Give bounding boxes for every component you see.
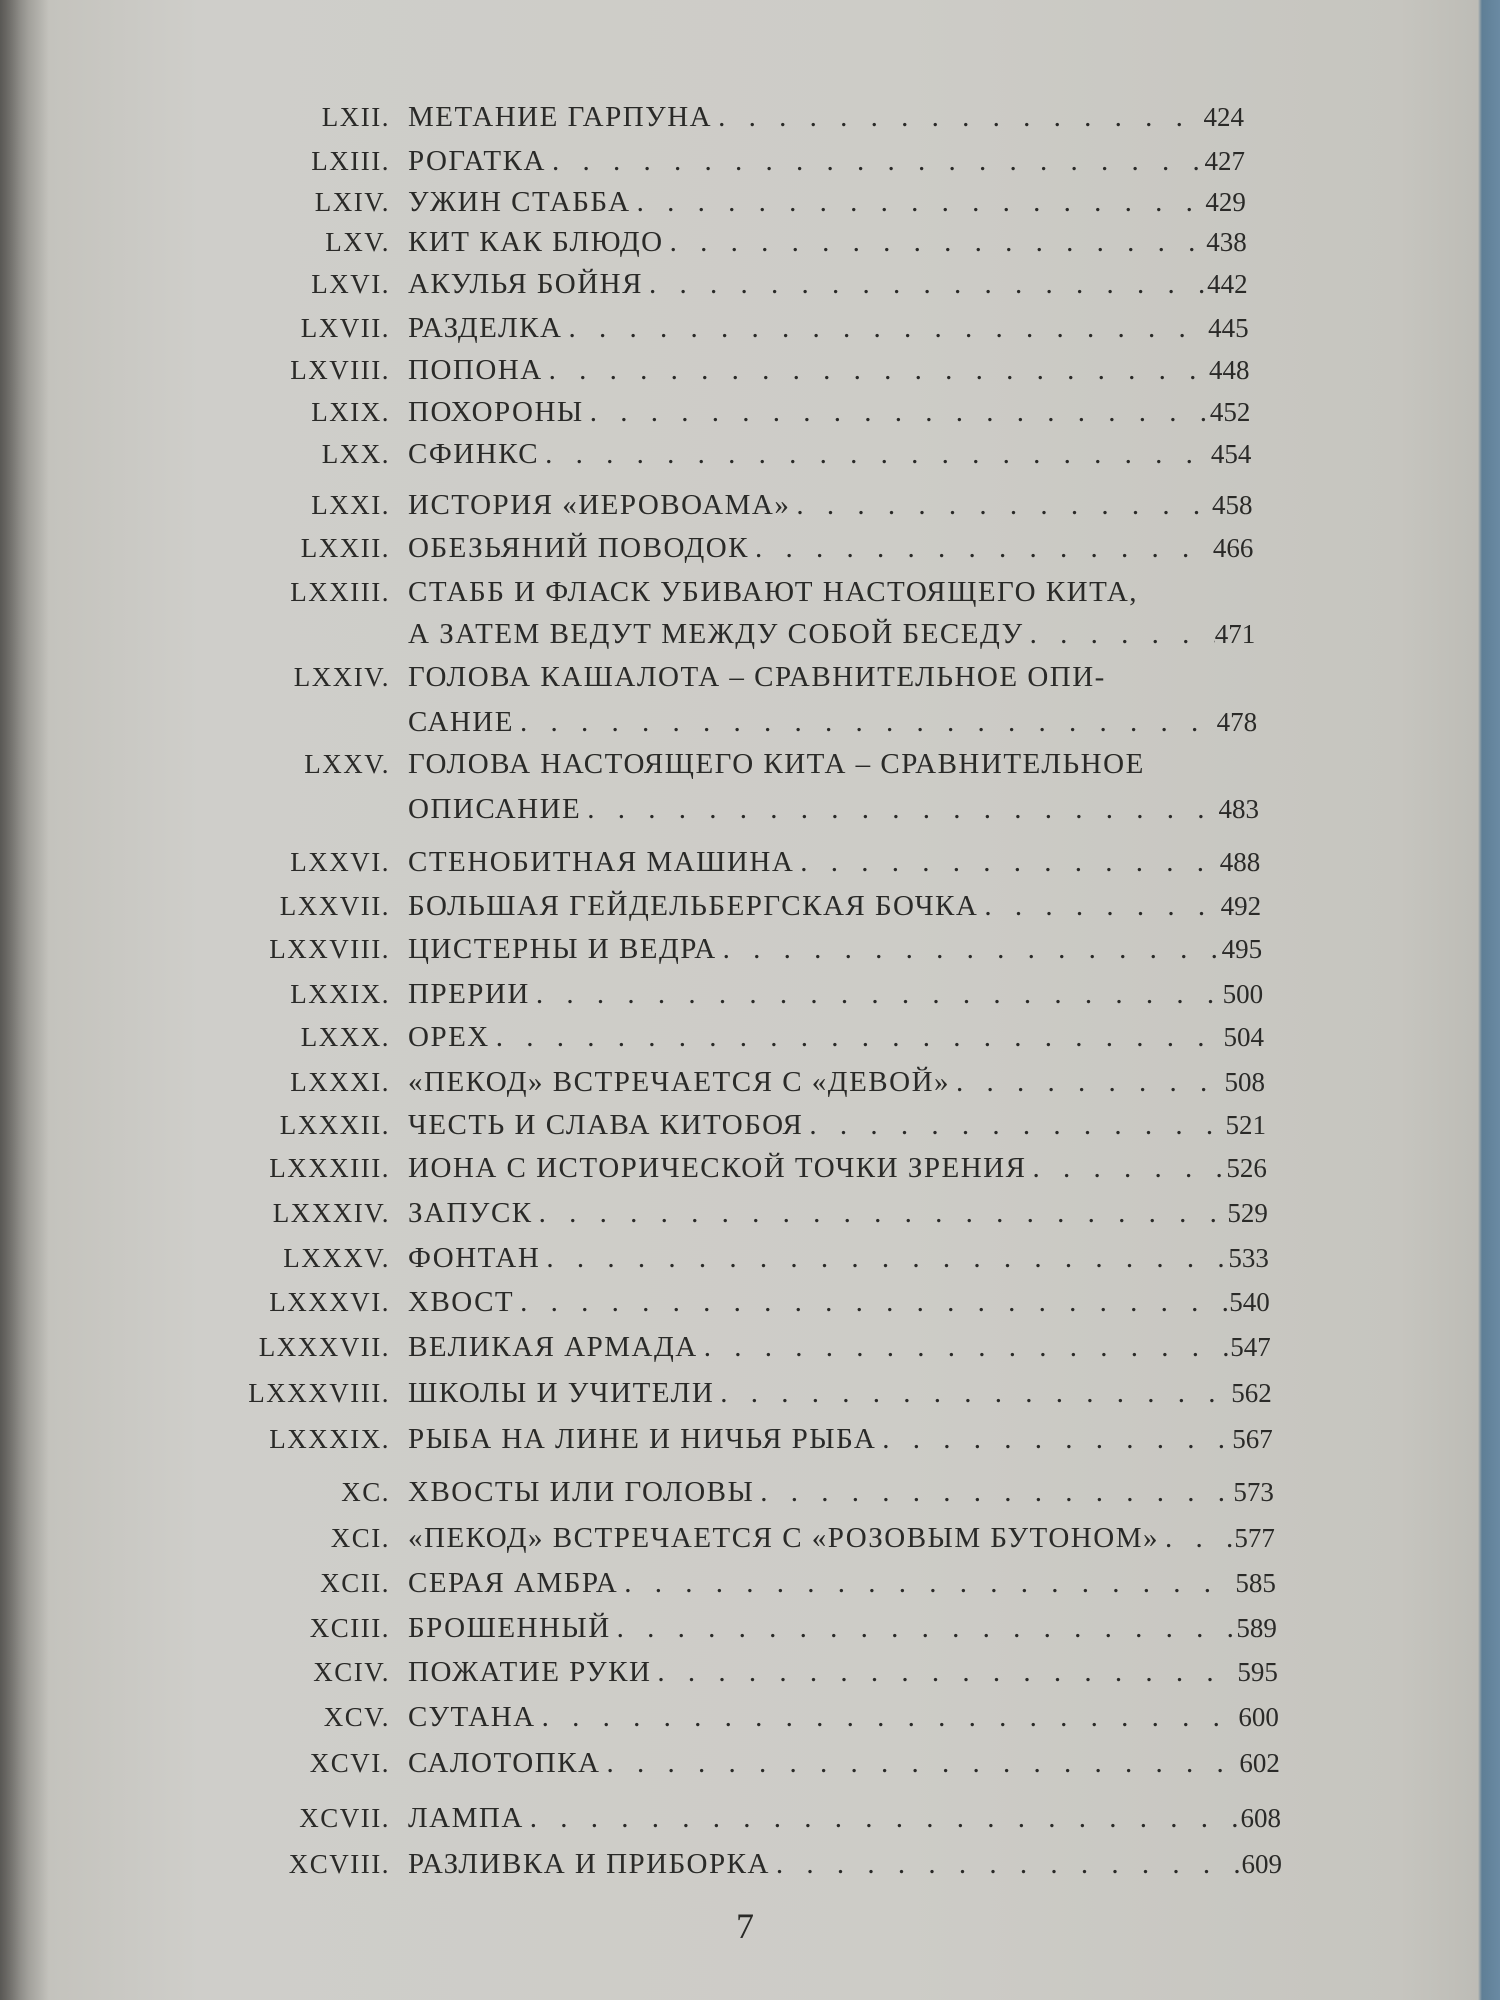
chapter-number: LXII.	[321, 102, 390, 133]
dot-leader	[584, 392, 1210, 432]
toc-entry	[0, 1563, 1500, 1603]
chapter-title: ГОЛОВА КАШАЛОТА – СРАВНИТЕЛЬНОЕ ОПИ-	[408, 661, 1106, 694]
page-ref: 427	[1204, 145, 1245, 176]
dot-leader	[651, 1652, 1237, 1692]
dot-leader	[950, 1062, 1224, 1102]
toc-entry	[0, 1518, 1500, 1558]
chapter-title: РАЗДЕЛКА	[408, 311, 563, 344]
chapter-number: XCVI.	[309, 1747, 390, 1778]
page-ref: 442	[1207, 269, 1248, 300]
page-ref: 454	[1210, 439, 1252, 470]
chapter-title: БРОШЕННЫЙ	[408, 1611, 611, 1644]
chapter-number: LXVI.	[311, 269, 390, 300]
dot-leader	[749, 528, 1213, 568]
chapter-number: XC.	[341, 1477, 390, 1508]
toc-entry	[0, 1017, 1500, 1057]
dot-leader	[876, 1419, 1232, 1459]
toc-entry	[0, 1844, 1500, 1884]
toc-entry	[0, 264, 1500, 304]
toc-entry	[0, 974, 1500, 1014]
chapter-title: ИСТОРИЯ «ИЕРОВОАМА»	[408, 489, 791, 522]
page-ref: 602	[1239, 1747, 1280, 1778]
chapter-title: САНИЕ	[408, 705, 514, 738]
chapter-title: ХВОСТ	[408, 1286, 515, 1319]
dot-leader	[794, 842, 1219, 882]
toc-entry	[0, 702, 1500, 742]
chapter-number: LXXVIII.	[269, 933, 390, 964]
page-ref: 478	[1216, 706, 1258, 737]
chapter-title: ОПИСАНИЕ	[408, 792, 582, 825]
chapter-title: ЛАМПА	[408, 1801, 524, 1834]
dot-leader	[714, 1373, 1231, 1413]
toc-entry	[0, 614, 1500, 654]
chapter-number: LXIV.	[314, 186, 390, 217]
page-ref: 595	[1237, 1657, 1278, 1688]
toc-entry	[0, 789, 1500, 829]
chapter-number: LXV.	[325, 227, 390, 258]
dot-leader	[533, 1193, 1228, 1233]
chapter-number: LXXXIX.	[269, 1423, 390, 1454]
page-ref: 521	[1225, 1109, 1266, 1140]
toc-entry	[0, 350, 1500, 390]
page-ref: 573	[1233, 1477, 1274, 1508]
chapter-title: «ПЕКОД» ВСТРЕЧАЕТСЯ С «ДЕВОЙ»	[408, 1065, 951, 1098]
chapter-title: РАЗЛИВКА И ПРИБОРКА	[408, 1847, 770, 1880]
toc-entry	[0, 485, 1500, 525]
chapter-number: LXXVI.	[290, 847, 390, 878]
chapter-number: LXXXI.	[290, 1066, 390, 1097]
chapter-title: РОГАТКА	[408, 144, 546, 177]
toc-entry	[0, 1238, 1500, 1278]
page-ref: 609	[1241, 1848, 1282, 1879]
chapter-title: ИОНА С ИСТОРИЧЕСКОЙ ТОЧКИ ЗРЕНИЯ	[408, 1152, 1027, 1185]
dot-leader	[530, 974, 1223, 1014]
chapter-number: LXXXVI.	[269, 1287, 390, 1318]
dot-leader	[698, 1327, 1231, 1367]
dot-leader	[490, 1017, 1224, 1057]
toc-entry	[0, 657, 1500, 697]
toc-entry	[0, 1608, 1500, 1648]
page-ref: 458	[1211, 490, 1253, 521]
toc-entry	[0, 572, 1500, 612]
toc-entry	[0, 434, 1500, 474]
page-ref: 577	[1234, 1523, 1275, 1554]
toc-entry	[0, 182, 1500, 222]
page-ref: 526	[1226, 1153, 1267, 1184]
chapter-title: СФИНКС	[408, 438, 540, 471]
chapter-title: СЕРАЯ АМБРА	[408, 1566, 619, 1599]
toc-entry	[0, 1193, 1500, 1233]
page-ref: 508	[1224, 1066, 1265, 1097]
chapter-title: УЖИН СТАББА	[408, 185, 631, 218]
chapter-number: LXX.	[321, 439, 390, 470]
dot-leader	[770, 1844, 1242, 1884]
page-ref: 585	[1235, 1567, 1276, 1598]
chapter-title: ГОЛОВА НАСТОЯЩЕГО КИТА – СРАВНИТЕЛЬНОЕ	[408, 748, 1145, 781]
page-ref: 445	[1208, 312, 1249, 343]
chapter-number: XCIV.	[313, 1657, 390, 1688]
chapter-number: LXXXIV.	[272, 1198, 390, 1228]
chapter-title: ПОХОРОНЫ	[408, 395, 584, 428]
page-ref: 495	[1221, 933, 1263, 964]
page-ref: 438	[1206, 227, 1247, 258]
toc-entry	[0, 1282, 1500, 1322]
chapter-title: ВЕЛИКАЯ АРМАДА	[408, 1330, 698, 1363]
toc-entry	[0, 1697, 1500, 1737]
chapter-number: LXXXVIII.	[248, 1377, 390, 1408]
chapter-title: ПРЕРИИ	[408, 977, 530, 1010]
dot-leader	[581, 789, 1218, 829]
chapter-number: XCI.	[330, 1523, 390, 1554]
chapter-title: СТЕНОБИТНАЯ МАШИНА	[408, 846, 795, 879]
page-ref: 483	[1218, 793, 1260, 824]
page-ref: 540	[1229, 1287, 1270, 1318]
chapter-title: КИТ КАК БЛЮДО	[408, 226, 664, 259]
chapter-number: XCV.	[323, 1701, 390, 1732]
toc-entry	[0, 1062, 1500, 1102]
dot-leader	[790, 485, 1212, 525]
chapter-number: LXXV.	[304, 749, 390, 780]
chapter-title: СТАББ И ФЛАСК УБИВАЮТ НАСТОЯЩЕГО КИТА,	[408, 575, 1139, 608]
chapter-number: LXXXVII.	[258, 1331, 390, 1362]
chapter-number: LXXIX.	[290, 978, 390, 1009]
toc-entry	[0, 528, 1500, 568]
chapter-title: ХВОСТЫ ИЛИ ГОЛОВЫ	[408, 1476, 755, 1509]
toc-entry	[0, 392, 1500, 432]
dot-leader	[1024, 614, 1215, 654]
dot-leader	[643, 264, 1207, 304]
dot-leader	[1026, 1148, 1226, 1188]
chapter-title: ЗАПУСК	[408, 1197, 533, 1229]
page-ref: 504	[1223, 1021, 1265, 1052]
chapter-number: LXXIV.	[293, 662, 390, 693]
toc-entry	[0, 97, 1500, 137]
toc-entry	[0, 1743, 1500, 1783]
dot-leader	[664, 222, 1207, 262]
chapter-number: XCIII.	[309, 1612, 390, 1643]
dot-leader	[618, 1563, 1235, 1603]
toc-entry	[0, 222, 1500, 262]
page-ref: 600	[1238, 1701, 1279, 1732]
chapter-title: САЛОТОПКА	[408, 1746, 601, 1779]
chapter-number: XCVII.	[299, 1802, 390, 1833]
chapter-title: ОРЕХ	[408, 1020, 490, 1053]
chapter-number: LXVII.	[300, 312, 390, 343]
dot-leader	[631, 182, 1206, 222]
chapter-number: LXIII.	[311, 145, 390, 176]
chapter-title: ФОНТАН	[408, 1241, 541, 1274]
page-ref: 488	[1219, 847, 1261, 878]
chapter-number: LXXXIII.	[269, 1153, 390, 1184]
chapter-number: LXXXV.	[283, 1242, 390, 1273]
dot-leader	[514, 1282, 1229, 1322]
page-ref: 466	[1212, 533, 1254, 564]
page-ref: 529	[1227, 1198, 1268, 1228]
chapter-number: LXXX.	[300, 1021, 390, 1052]
toc-entry	[0, 842, 1500, 882]
dot-leader	[543, 350, 1209, 390]
page-ref: 448	[1209, 354, 1250, 385]
chapter-title: ЦИСТЕРНЫ И ВЕДРА	[408, 932, 717, 965]
toc-entry	[0, 1327, 1500, 1367]
toc-entry	[0, 1148, 1500, 1188]
toc-entry	[0, 744, 1500, 784]
chapter-title: МЕТАНИЕ ГАРПУНА	[408, 101, 713, 134]
chapter-title: ОБЕЗЬЯНИЙ ПОВОДОК	[408, 532, 750, 565]
page-ref: 608	[1240, 1802, 1281, 1833]
page-ref: 562	[1231, 1377, 1272, 1408]
dot-leader	[540, 1238, 1228, 1278]
chapter-title: БОЛЬШАЯ ГЕЙДЕЛЬБЕРГСКАЯ БОЧКА	[408, 889, 979, 922]
chapter-number: XCVIII.	[288, 1848, 390, 1879]
toc-entry	[0, 1472, 1500, 1512]
dot-leader	[600, 1743, 1239, 1783]
chapter-title: РЫБА НА ЛИНЕ И НИЧЬЯ РЫБА	[408, 1422, 877, 1455]
dot-leader	[546, 141, 1205, 181]
page-ref: 500	[1222, 978, 1264, 1009]
chapter-title: ПОПОНА	[408, 353, 543, 386]
chapter-number: LXXXII.	[279, 1109, 390, 1140]
dot-leader	[514, 702, 1217, 742]
chapter-number: LXIX.	[311, 396, 390, 427]
dot-leader	[611, 1608, 1237, 1648]
chapter-number: LXXII.	[300, 533, 390, 564]
dot-leader	[712, 97, 1203, 137]
dot-leader	[1159, 1518, 1234, 1558]
dot-leader	[803, 1105, 1225, 1145]
dot-leader	[536, 1697, 1239, 1737]
chapter-title: А ЗАТЕМ ВЕДУТ МЕЖДУ СОБОЙ БЕСЕДУ	[408, 617, 1024, 650]
chapter-title: ПОЖАТИЕ РУКИ	[408, 1656, 652, 1689]
chapter-number: XCII.	[320, 1567, 390, 1598]
dot-leader	[562, 308, 1208, 348]
toc-entry	[0, 141, 1500, 181]
dot-leader	[754, 1472, 1233, 1512]
dot-leader	[524, 1798, 1241, 1838]
dot-leader	[717, 929, 1222, 969]
page-ref: 471	[1214, 618, 1256, 649]
page-ref: 424	[1203, 102, 1244, 133]
chapter-number: LXXIII.	[290, 576, 390, 607]
chapter-title: ШКОЛЫ И УЧИТЕЛИ	[408, 1376, 715, 1409]
toc-entry	[0, 1652, 1500, 1692]
toc-entry	[0, 929, 1500, 969]
toc-entry	[0, 1419, 1500, 1459]
toc-entry	[0, 1798, 1500, 1838]
chapter-title: «ПЕКОД» ВСТРЕЧАЕТСЯ С «РОЗОВЫМ БУТОНОМ»	[408, 1522, 1159, 1555]
toc-entry	[0, 308, 1500, 348]
chapter-title: АКУЛЬЯ БОЙНЯ	[408, 268, 643, 301]
page-ref: 547	[1230, 1331, 1271, 1362]
dot-leader	[539, 434, 1211, 474]
page-ref: 567	[1232, 1423, 1273, 1454]
page-number: 7	[736, 1906, 754, 1946]
page-ref: 533	[1228, 1242, 1269, 1273]
toc-entry	[0, 1105, 1500, 1145]
chapter-number: LXVIII.	[290, 354, 390, 385]
toc-entry	[0, 1373, 1500, 1413]
page-ref: 452	[1209, 396, 1251, 427]
chapter-title: СУТАНА	[408, 1700, 536, 1733]
chapter-title: ЧЕСТЬ И СЛАВА КИТОБОЯ	[408, 1108, 804, 1141]
dot-leader	[978, 886, 1220, 926]
page-ref: 429	[1205, 186, 1246, 217]
page-ref: 492	[1220, 890, 1262, 921]
page-ref: 589	[1236, 1612, 1277, 1643]
chapter-number: LXXVII.	[279, 890, 390, 921]
toc-entry	[0, 886, 1500, 926]
chapter-number: LXXI.	[311, 490, 390, 521]
